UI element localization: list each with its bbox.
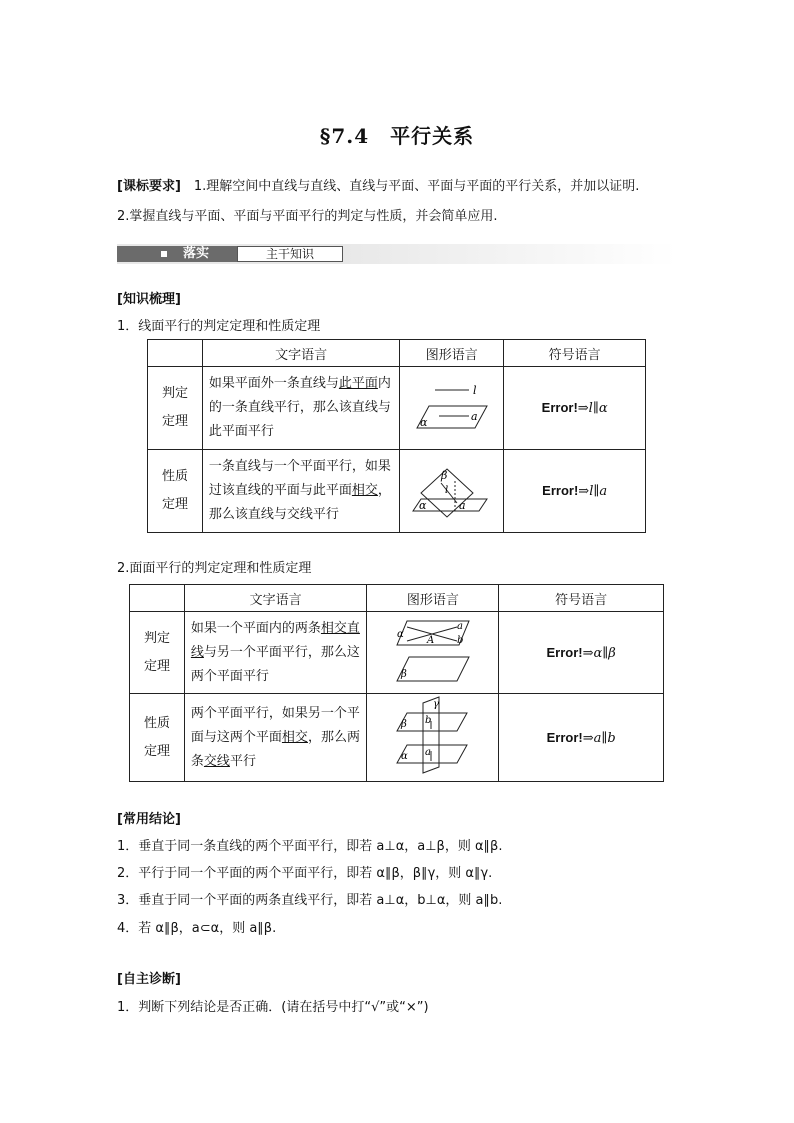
figure-line-plane-property [400, 450, 504, 533]
header-figure-language: 图形语言 [400, 340, 504, 367]
plane-plane-parallel-table [129, 584, 664, 782]
svg-text:β: β [400, 718, 407, 730]
course-requirements [117, 172, 677, 232]
requirement-line-1: 1.理解空间中直线与直线、直线与平面、平面与平面的平行关系，并加以证明. [193, 179, 640, 194]
row-text: 如果一个平面内的两条相交直线与另一个平面平行，那么这两个平面平行 [184, 612, 367, 694]
svg-text:β: β [400, 668, 407, 680]
line-plane-parallel-table [147, 339, 646, 533]
svg-text:α: α [418, 499, 427, 512]
requirements-tag: [课标要求] [117, 179, 181, 194]
knowledge-heading: [知识梳理] [117, 292, 181, 307]
row-text: 如果平面外一条直线与此平面内的一条直线平行，那么该直线与此平面平行 [202, 367, 399, 450]
svg-text:a: a [470, 410, 478, 423]
row-head-property: 性质 定理 [130, 694, 185, 782]
row-symbol: Error!⇒l∥α [504, 367, 646, 450]
header-symbol-language: 符号语言 [499, 585, 664, 612]
svg-text:a: a [424, 746, 431, 758]
row-head-judgement: 判定 定理 [130, 612, 185, 694]
header-text-language: 文字语言 [184, 585, 367, 612]
svg-text:b: b [424, 714, 432, 726]
header-figure-language: 图形语言 [367, 585, 499, 612]
row-symbol: Error!⇒α∥β [499, 612, 664, 694]
banner-label-left: 落实 [117, 246, 237, 262]
self-diagnosis-line-1: 1．判断下列结论是否正确．(请在括号中打“√”或“×”) [117, 1000, 429, 1015]
svg-text:a: a [456, 620, 463, 632]
row-symbol: Error!⇒l∥a [504, 450, 646, 533]
table2-caption: 2.面面平行的判定定理和性质定理 [117, 561, 312, 576]
svg-text:a: a [458, 499, 466, 512]
conclusion-4: 4．若 α∥β，a⊂α，则 a∥β. [117, 921, 277, 936]
row-head-property: 性质 定理 [148, 450, 203, 533]
row-text: 两个平面平行，如果另一个平面与这两个平面相交，那么两条交线平行 [184, 694, 367, 782]
svg-text:l: l [444, 485, 448, 496]
svg-text:β: β [440, 469, 448, 482]
common-conclusions-heading: [常用结论] [117, 812, 181, 827]
requirement-line-2: 2.掌握直线与平面、平面与平面平行的判定与性质，并会简单应用. [117, 209, 498, 224]
svg-text:α: α [400, 750, 408, 762]
conclusion-2: 2．平行于同一个平面的两个平面平行，即若 α∥β，β∥γ，则 α∥γ. [117, 866, 493, 881]
page-title: §7.4 平行关系 [319, 124, 475, 148]
figure-plane-plane-judgement [367, 612, 499, 694]
header-symbol-language: 符号语言 [504, 340, 646, 367]
svg-text:γ: γ [432, 698, 439, 710]
svg-text:A: A [426, 634, 435, 646]
row-head-judgement: 判定 定理 [148, 367, 203, 450]
row-symbol: Error!⇒a∥b [499, 694, 664, 782]
conclusion-1: 1．垂直于同一条直线的两个平面平行，即若 a⊥α，a⊥β，则 α∥β. [117, 839, 503, 854]
svg-text:l: l [472, 384, 477, 397]
svg-text:α: α [396, 628, 404, 640]
self-diagnosis-heading: [自主诊断] [117, 972, 181, 987]
banner-label-right: 主干知识 [237, 246, 343, 262]
figure-plane-plane-property [367, 694, 499, 782]
header-text-language: 文字语言 [202, 340, 399, 367]
row-text: 一条直线与一个平面平行，如果过该直线的平面与此平面相交，那么该直线与交线平行 [202, 450, 399, 533]
square-bullet-icon [161, 251, 167, 257]
figure-line-plane-judgement [400, 367, 504, 450]
svg-text:b: b [456, 634, 464, 646]
conclusion-3: 3．垂直于同一个平面的两条直线平行，即若 a⊥α，b⊥α，则 a∥b. [117, 893, 503, 908]
table1-caption: 1．线面平行的判定定理和性质定理 [117, 319, 321, 334]
svg-text:α: α [419, 416, 428, 429]
